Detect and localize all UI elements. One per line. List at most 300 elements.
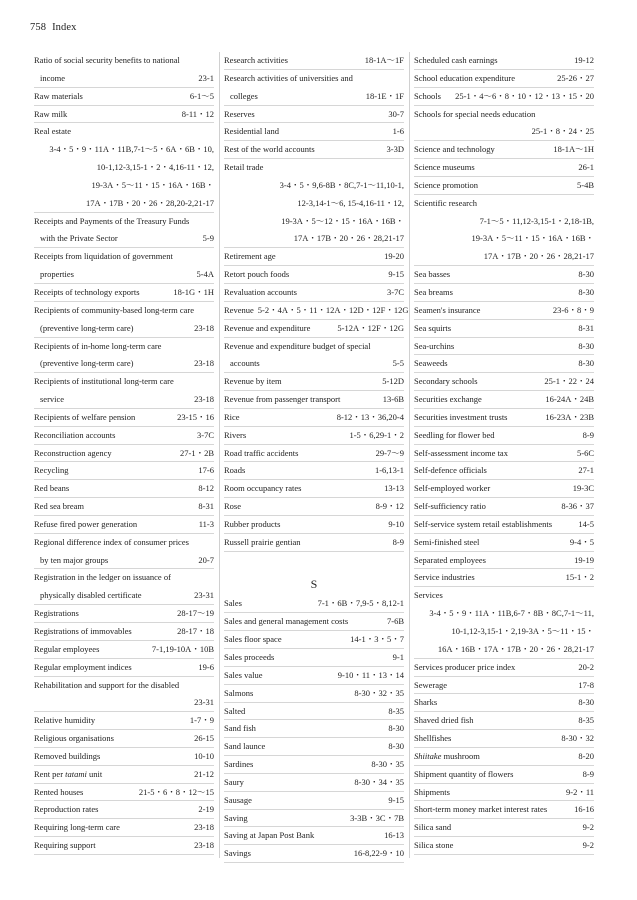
- entry-term: Sea squirts: [414, 322, 452, 333]
- index-entry: [34, 784, 214, 802]
- index-entry-continuation: [34, 195, 214, 213]
- index-entry: [414, 141, 594, 159]
- index-entry: [414, 266, 594, 284]
- index-entry: [34, 355, 214, 373]
- index-entry: [224, 70, 404, 88]
- index-entry: [224, 445, 404, 463]
- entry-term: Seamen's insurance: [414, 304, 481, 315]
- entry-references: 20-7: [198, 554, 214, 565]
- entry-term: Registration in the ledger on issuance of: [34, 572, 171, 583]
- index-entry-continuation: [34, 159, 214, 177]
- entry-references: 8-11・12: [181, 108, 214, 119]
- entry-references: 15-1・2: [565, 572, 594, 583]
- entry-references: 8-35: [388, 705, 404, 716]
- index-entry: [224, 649, 404, 667]
- index-entry: [34, 266, 214, 284]
- entry-references: 23-31: [194, 697, 214, 708]
- entry-references: 8-30: [578, 358, 594, 369]
- index-entry: [414, 480, 594, 498]
- entry-term: Sales floor space: [224, 634, 282, 645]
- entry-references: 16-13: [384, 830, 404, 841]
- index-entry: [34, 659, 214, 677]
- index-entry: [224, 427, 404, 445]
- entry-term: Raw milk: [34, 108, 68, 119]
- entry-references: 19-19: [574, 554, 594, 565]
- index-entry: [34, 837, 214, 855]
- entry-references: 23-6・8・9: [552, 304, 594, 315]
- entry-references: 5-4A: [196, 269, 214, 280]
- entry-term: Silica stone: [414, 840, 454, 851]
- index-entry-continuation: [414, 641, 594, 659]
- entry-references: 7-6B: [387, 616, 404, 627]
- entry-references: 8-9・12: [375, 501, 404, 512]
- entry-references: 3-3D: [386, 144, 404, 155]
- entry-term: School education expenditure: [414, 72, 516, 83]
- index-entry: [224, 248, 404, 266]
- index-entry: [414, 52, 594, 70]
- index-entry: [414, 338, 594, 356]
- index-entry: [224, 827, 404, 845]
- entry-term: Rehabilitation and support for the disabled: [34, 679, 180, 690]
- index-entry: [224, 516, 404, 534]
- entry-term: Russell prairie gentian: [224, 536, 301, 547]
- entry-references: 27-1: [578, 465, 594, 476]
- index-entry: [224, 703, 404, 721]
- entry-references: 3-7C: [197, 429, 214, 440]
- entry-term: Sand fish: [224, 723, 256, 734]
- index-entry: [414, 766, 594, 784]
- index-entry: [34, 730, 214, 748]
- entry-references: 27-1・2B: [179, 447, 214, 458]
- entry-references: 5-9: [202, 233, 214, 244]
- index-entry-continuation: [34, 177, 214, 195]
- index-entry: [34, 320, 214, 338]
- index-entry: [34, 766, 214, 784]
- index-entry: [414, 837, 594, 855]
- index-entry: [414, 712, 594, 730]
- entry-references: 3-4・5・9・11A・11B,6-7・8B・8C,7-1～11,: [429, 608, 594, 619]
- index-entry: [34, 641, 214, 659]
- index-entry: [34, 552, 214, 570]
- index-entry-continuation: [224, 230, 404, 248]
- entry-references: 8-30: [388, 741, 404, 752]
- index-entry: [224, 631, 404, 649]
- index-entry: [224, 595, 404, 613]
- entry-term: Regular employment indices: [34, 661, 132, 672]
- entry-references: 6-1～5: [189, 90, 214, 101]
- entry-term: Services: [414, 590, 443, 601]
- entry-term: Seedling for flower bed: [414, 429, 495, 440]
- entry-references: 7-1,19-10A・10B: [151, 643, 214, 654]
- page-number: 758: [30, 22, 47, 33]
- entry-references: 1-7・9: [189, 715, 214, 726]
- index-entry: [224, 845, 404, 863]
- entry-references: 23-18: [194, 358, 214, 369]
- blank-line: [224, 552, 404, 570]
- entry-term: Seaweeds: [414, 358, 448, 369]
- entry-references: 8-9: [582, 768, 594, 779]
- index-entry: [34, 409, 214, 427]
- entry-references: 16-24A・24B: [545, 394, 594, 405]
- index-entry: [414, 177, 594, 195]
- index-entry: [224, 462, 404, 480]
- entry-references: 19-20: [384, 251, 404, 262]
- index-entry: [414, 391, 594, 409]
- index-entry: [224, 409, 404, 427]
- entry-term: Secondary schools: [414, 376, 478, 387]
- entry-references: 12-3,14-1～6, 15-4,16-11・12,: [297, 197, 404, 208]
- entry-references: 18-1E・1F: [365, 90, 404, 101]
- entry-term: Shellfishes: [414, 733, 452, 744]
- entry-term: Rubber products: [224, 518, 281, 529]
- entry-term: Reconciliation accounts: [34, 429, 116, 440]
- entry-term: Research activities of universities and: [224, 72, 353, 83]
- index-entry: [414, 195, 594, 213]
- entry-term: Sales value: [224, 669, 263, 680]
- entry-references: 16-23A・23B: [545, 411, 594, 422]
- entry-term: accounts: [230, 358, 260, 369]
- entry-term: Revenue and expenditure budget of special: [224, 340, 371, 351]
- entry-references: 16-16: [574, 804, 594, 815]
- entry-references: 25-1・8・24・25: [531, 126, 594, 137]
- entry-term: Rent per tatami unit: [34, 768, 103, 779]
- index-entry: [414, 462, 594, 480]
- entry-term: Sales: [224, 598, 242, 609]
- index-entry: [414, 784, 594, 802]
- entry-term: Sardines: [224, 759, 254, 770]
- entry-term: Roads: [224, 465, 246, 476]
- entry-term: Sewerage: [414, 679, 448, 690]
- entry-term: Receipts of technology exports: [34, 286, 140, 297]
- entry-term: Securities exchange: [414, 394, 482, 405]
- index-entry: [224, 391, 404, 409]
- entry-term: Sea basses: [414, 269, 451, 280]
- entry-references: 10-1,12-3,15-1・2・4,16-11・12,: [96, 162, 214, 173]
- entry-term: service: [40, 394, 65, 405]
- index-entry: [414, 302, 594, 320]
- entry-term: Research activities: [224, 55, 288, 65]
- entry-term: Schools for special needs education: [414, 108, 536, 119]
- entry-term: Recipients of community-based long-term care: [34, 304, 195, 315]
- entry-references: 5-4B: [577, 179, 594, 190]
- index-entry: [34, 123, 214, 141]
- entry-references: 16A・16B・17A・17B・20・26・28,21-17: [437, 643, 594, 654]
- index-entry: [224, 685, 404, 703]
- entry-term: Self-sufficiency ratio: [414, 501, 486, 512]
- entry-references: 21-5・6・8・12～15: [138, 786, 214, 797]
- entry-term: Ratio of social security benefits to national: [34, 55, 180, 65]
- index-entry-continuation: [34, 141, 214, 159]
- index-entry: [34, 70, 214, 88]
- entry-term: Regional difference index of consumer prices: [34, 536, 189, 547]
- index-entry: [34, 534, 214, 552]
- entry-references: 29-7～9: [375, 447, 404, 458]
- entry-term: Refuse fired power generation: [34, 518, 138, 529]
- entry-references: 26-15: [194, 733, 214, 744]
- index-entry: [414, 409, 594, 427]
- entry-references: 8-31: [578, 322, 594, 333]
- entry-term: Recipients of in-home long-term care: [34, 340, 162, 351]
- entry-references: 9-10: [388, 518, 404, 529]
- entry-references: 9-4・5: [569, 536, 594, 547]
- entry-term: Recipients of institutional long-term care: [34, 376, 174, 387]
- entry-term: Revenue and expenditure: [224, 322, 311, 333]
- entry-term: Self-assessment income tax: [414, 447, 508, 458]
- column-divider: [409, 52, 410, 858]
- entry-references: 19-3C: [572, 483, 594, 494]
- entry-references: 8-30: [578, 286, 594, 297]
- entry-references: 23-1: [198, 72, 214, 83]
- index-entry: [224, 498, 404, 516]
- entry-references: 30-7: [388, 108, 404, 119]
- entry-references: 9-1: [392, 652, 404, 662]
- entry-term: Rice: [224, 411, 240, 422]
- entry-term: Reconstruction agency: [34, 447, 112, 458]
- entry-term: Saving: [224, 812, 248, 823]
- entry-term: Scientific research: [414, 197, 478, 208]
- index-entry: [34, 302, 214, 320]
- entry-term: Rest of the world accounts: [224, 144, 315, 155]
- index-entry-continuation: [414, 213, 594, 231]
- entry-references: 9-15: [388, 794, 404, 805]
- entry-term: Science and technology: [414, 144, 495, 155]
- entry-term: Sales proceeds: [224, 652, 275, 662]
- entry-term: Semi-finished steel: [414, 536, 480, 547]
- index-entry: [224, 123, 404, 141]
- entry-references: 19-6: [198, 661, 214, 672]
- entry-term: Revenue by item: [224, 376, 282, 387]
- entry-references: 8-30: [578, 340, 594, 351]
- entry-references: 8-30・32: [561, 733, 594, 744]
- index-entry: [224, 338, 404, 356]
- entry-references: 19-3A・5～11・15・16A・16B・: [91, 179, 214, 190]
- entry-term: (preventive long-term care): [40, 358, 134, 369]
- entry-references: 1-5・6,29-1・2: [349, 429, 404, 440]
- index-entry: [224, 534, 404, 552]
- entry-references: 7-1～5・11,12-3,15-1・2,18-1B,: [479, 215, 594, 226]
- entry-references: 17-8: [578, 679, 594, 690]
- index-entry: [34, 623, 214, 641]
- entry-term: Sharks: [414, 697, 438, 708]
- index-entry: [34, 587, 214, 605]
- index-entry: [224, 88, 404, 106]
- entry-term: Revenue: [224, 304, 254, 315]
- entry-references: 11-3: [198, 518, 214, 529]
- entry-references: 20-2: [578, 661, 594, 672]
- index-entry: [34, 480, 214, 498]
- index-entry: [34, 373, 214, 391]
- entry-references: 19-3A・5～11・15・16A・16B・: [471, 233, 594, 244]
- index-entry-continuation: [414, 248, 594, 266]
- entry-term: Silica sand: [414, 822, 452, 833]
- index-entry: [34, 391, 214, 409]
- index-entry: [414, 659, 594, 677]
- entry-references: 17A・17B・20・26・28,20-2,21-17: [86, 197, 214, 208]
- entry-references: 8-30・34・35: [354, 776, 404, 787]
- entry-term: Requiring long-term care: [34, 822, 120, 833]
- entry-term: Red sea bream: [34, 501, 85, 512]
- index-entry: [34, 106, 214, 124]
- entry-term: by ten major groups: [40, 554, 109, 565]
- index-entry-continuation: [224, 177, 404, 195]
- index-entry: [34, 819, 214, 837]
- index-entry: [224, 613, 404, 631]
- entry-references: 18-1G・1H: [173, 286, 214, 297]
- entry-term: Shipment quantity of flowers: [414, 768, 514, 779]
- entry-term: with the Private Sector: [40, 233, 118, 244]
- index-entry-continuation: [34, 694, 214, 712]
- entry-references: 3-7C: [387, 286, 404, 297]
- entry-references: 9-2・11: [565, 786, 594, 797]
- entry-references: 8-12・13・36,20-4: [336, 411, 404, 422]
- entry-term: Separated employees: [414, 554, 486, 565]
- entry-references: 13-6B: [382, 394, 404, 405]
- page-title: Index: [52, 22, 77, 33]
- entry-references: 5-6C: [577, 447, 594, 458]
- index-entry: [414, 819, 594, 837]
- entry-term: (preventive long-term care): [40, 322, 134, 333]
- index-entry: [414, 445, 594, 463]
- entry-term: Rose: [224, 501, 241, 512]
- index-entry: [34, 748, 214, 766]
- entry-term: physically disabled certificate: [40, 590, 142, 601]
- entry-references: 8-30・32・35: [354, 687, 404, 698]
- entry-term: Removed buildings: [34, 750, 101, 761]
- index-entry: [414, 284, 594, 302]
- entry-references: 7-1・6B・7,9-5・8,12-1: [317, 598, 404, 609]
- entry-term: Science museums: [414, 162, 475, 173]
- entry-term: Retirement age: [224, 251, 276, 262]
- column-divider: [219, 52, 220, 858]
- index-entry: [224, 720, 404, 738]
- entry-references: 10-1,12-3,15-1・2,19-3A・5～11・15・: [451, 626, 594, 636]
- index-entry: [414, 159, 594, 177]
- entry-references: 2-19: [198, 804, 214, 815]
- index-entry: [224, 355, 404, 373]
- index-entry: [34, 605, 214, 623]
- entry-references: 8-30: [388, 723, 404, 734]
- entry-references: 8-30: [578, 697, 594, 708]
- index-entry: [34, 52, 214, 70]
- index-entry: [34, 801, 214, 819]
- entry-term: Registrations: [34, 608, 79, 619]
- entry-term: Reproduction rates: [34, 804, 99, 815]
- entry-term: Shiitake mushroom: [414, 750, 480, 761]
- entry-term: Securities investment trusts: [414, 411, 508, 422]
- index-entry: [34, 462, 214, 480]
- entry-term: Religious organisations: [34, 733, 114, 744]
- entry-references: 23-18: [194, 322, 214, 333]
- entry-term: Saury: [224, 776, 244, 787]
- index-entry: [224, 159, 404, 177]
- entry-term: Services producer price index: [414, 661, 516, 672]
- entry-term: Recipients of welfare pension: [34, 411, 136, 422]
- index-entry: [34, 230, 214, 248]
- entry-term: Salted: [224, 705, 246, 716]
- entry-term: Regular employees: [34, 643, 100, 654]
- index-entry: [414, 748, 594, 766]
- entry-references: 17A・17B・20・26・28,21-17: [483, 251, 594, 262]
- entry-references: 18-1A～1F: [364, 55, 404, 65]
- index-entry: [414, 355, 594, 373]
- entry-references: 21-12: [194, 768, 214, 779]
- index-entry: [224, 320, 404, 338]
- entry-term: Sea-urchins: [414, 340, 455, 351]
- entry-references: 9-2: [582, 840, 594, 851]
- entry-references: 25-1・4～6・8・10・12・13・15・20: [455, 90, 594, 101]
- entry-references: 25-26・27: [557, 72, 594, 83]
- entry-term: Recycling: [34, 465, 69, 476]
- entry-term: Receipts and Payments of the Treasury Funds: [34, 215, 190, 226]
- entry-references: 10-10: [194, 750, 214, 761]
- index-entry: [224, 266, 404, 284]
- index-entry: [414, 552, 594, 570]
- entry-references: 1-6,13-1: [374, 465, 404, 476]
- entry-term: Short-term money market interest rates: [414, 804, 548, 815]
- entry-term: Salmons: [224, 687, 254, 698]
- entry-term: properties: [40, 269, 74, 280]
- entry-references: 28-17～19: [177, 608, 214, 619]
- index-entry: [224, 302, 409, 320]
- index-entry: [414, 677, 594, 695]
- entry-references: 8-30: [578, 269, 594, 280]
- entry-references: 23-15・16: [177, 411, 214, 422]
- index-entry: [224, 480, 404, 498]
- entry-references: 16-8,22-9・10: [353, 848, 404, 859]
- entry-references: 8-9: [582, 429, 594, 440]
- index-entry: [34, 516, 214, 534]
- entry-term: income: [40, 72, 66, 83]
- index-entry-continuation: [224, 195, 404, 213]
- entry-references: 23-18: [194, 394, 214, 405]
- entry-references: 3-4・5・9,6-8B・8C,7-1～11,10-1,: [279, 179, 404, 190]
- entry-references: 8-36・37: [561, 501, 594, 512]
- index-entry: [34, 88, 214, 106]
- entry-term: Self-defence officials: [414, 465, 487, 476]
- index-entry: [34, 213, 214, 231]
- entry-references: 14-5: [578, 518, 594, 529]
- index-entry: [224, 756, 404, 774]
- entry-references: 5-2・4A・5・11・12A・12D・12F・12G: [257, 304, 409, 315]
- entry-term: Sea breams: [414, 286, 453, 297]
- index-entry: [34, 712, 214, 730]
- index-entry: [34, 677, 214, 695]
- index-entry: [34, 248, 214, 266]
- index-entry: [224, 106, 404, 124]
- entry-term: Revaluation accounts: [224, 286, 297, 297]
- entry-term: Shipments: [414, 786, 450, 797]
- entry-references: 5-12A・12F・12G: [337, 322, 404, 333]
- index-column-3: [414, 52, 594, 858]
- entry-references: 8-20: [578, 750, 594, 761]
- entry-references: 9-15: [388, 269, 404, 280]
- entry-term: Retort pouch foods: [224, 269, 290, 280]
- entry-references: 28-17・18: [177, 626, 214, 636]
- entry-term: Reserves: [224, 108, 255, 119]
- entry-term: Shaved dried fish: [414, 715, 474, 726]
- entry-references: 8-30・35: [371, 759, 404, 770]
- entry-references: 5-12D: [382, 376, 404, 387]
- entry-term: Receipts from liquidation of government: [34, 251, 173, 262]
- index-column-2: [224, 52, 409, 859]
- index-entry: [34, 569, 214, 587]
- entry-term: Schools: [414, 90, 441, 101]
- index-entry: [414, 534, 594, 552]
- index-entry-continuation: [414, 230, 594, 248]
- entry-term: Scheduled cash earnings: [414, 55, 498, 65]
- entry-term: Registrations of immovables: [34, 626, 132, 636]
- entry-term: Rivers: [224, 429, 247, 440]
